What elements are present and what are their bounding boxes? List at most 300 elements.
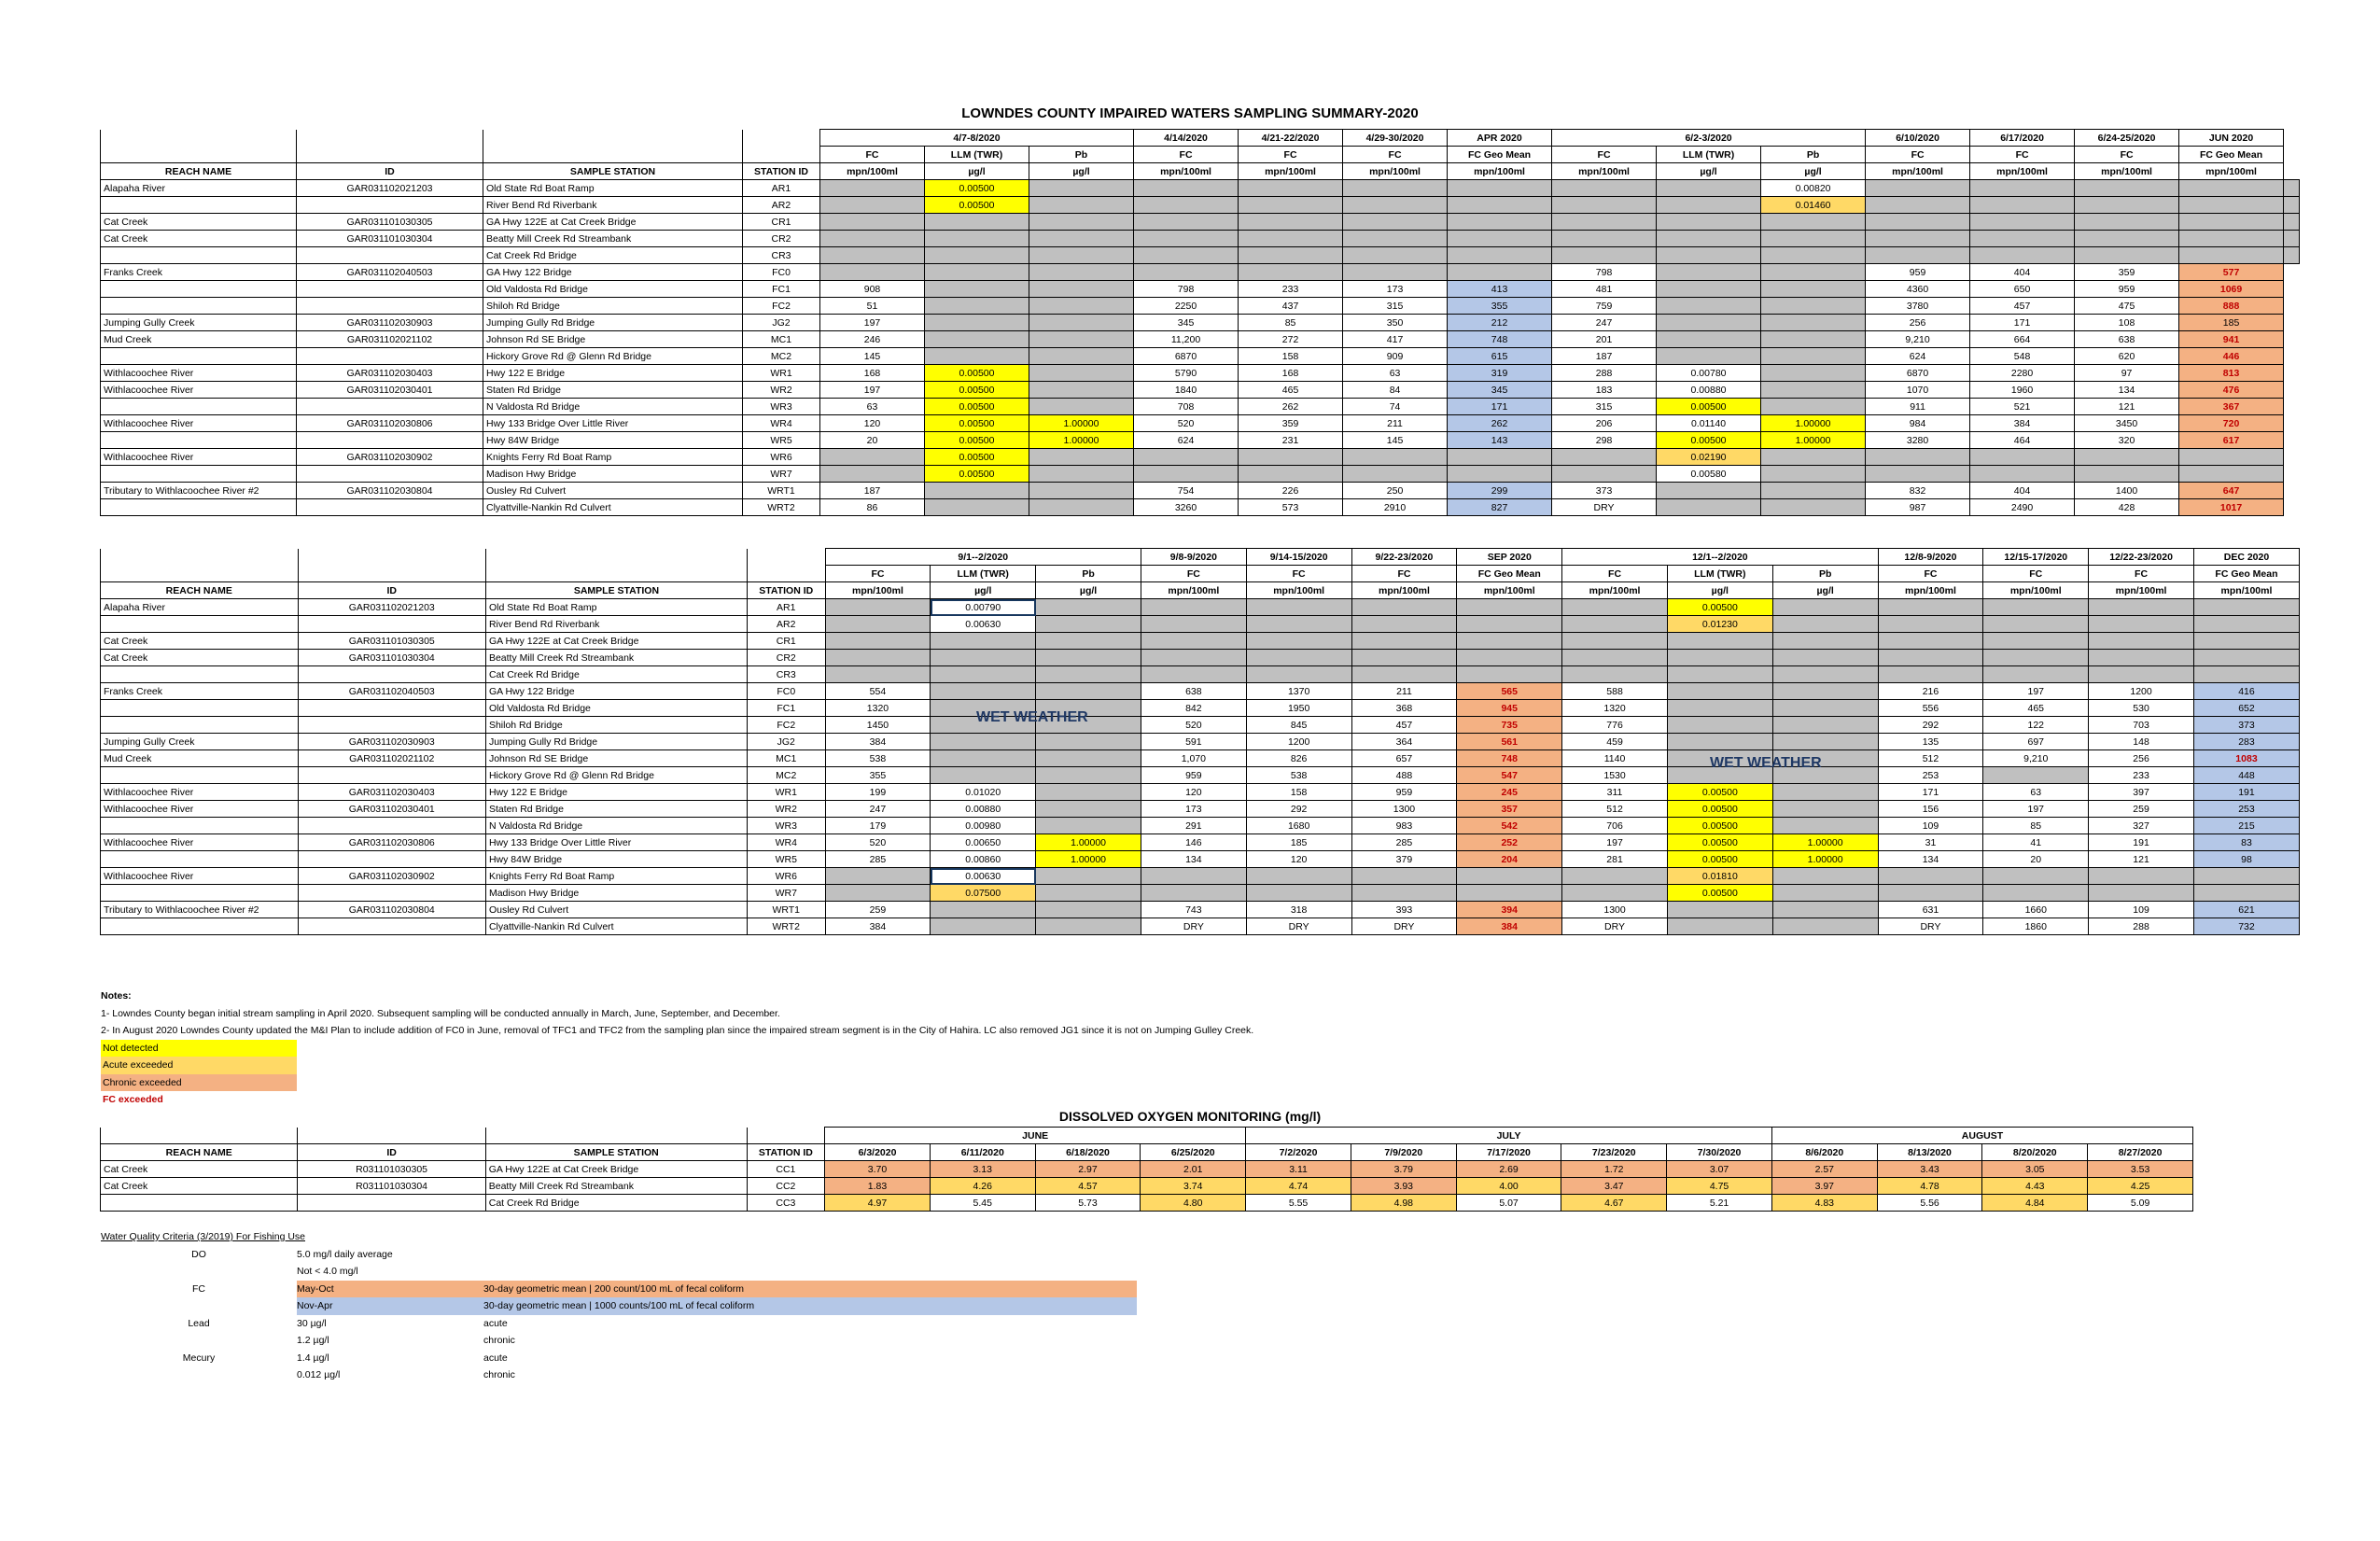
data-cell: 197	[1983, 801, 2089, 818]
data-cell: 0.00500	[1667, 885, 1772, 902]
data-cell: 909	[1343, 348, 1448, 365]
data-cell: 31	[1878, 834, 1983, 851]
sample-station: GA Hwy 122E at Cat Creek Bridge	[485, 633, 747, 650]
data-cell	[820, 197, 925, 214]
data-cell	[2075, 214, 2179, 231]
reach-id	[298, 818, 485, 834]
data-cell	[2179, 466, 2284, 483]
unit-header: mpn/100ml	[1246, 582, 1351, 599]
date-header: 9/14-15/2020	[1246, 549, 1351, 566]
criteria-description: chronic	[483, 1335, 515, 1346]
data-cell	[1448, 466, 1552, 483]
data-cell	[1667, 918, 1772, 935]
data-cell: 63	[1983, 784, 2089, 801]
data-cell: 481	[1552, 281, 1657, 298]
data-cell	[1448, 449, 1552, 466]
data-cell: 393	[1351, 902, 1457, 918]
data-cell	[1457, 885, 1562, 902]
data-cell: 0.02190	[1657, 449, 1761, 466]
data-cell	[925, 331, 1029, 348]
station-id: WR5	[747, 851, 825, 868]
data-cell: 3780	[1866, 298, 1970, 315]
data-cell	[925, 214, 1029, 231]
parameter-header: FC	[2089, 566, 2194, 582]
table-row	[101, 818, 2300, 834]
do-value: 5.21	[1667, 1195, 1772, 1212]
station-id: WR1	[743, 365, 820, 382]
column-header: ID	[297, 163, 483, 180]
parameter-header: Pb	[1772, 566, 1878, 582]
data-cell	[1029, 348, 1134, 365]
parameter-header: FC	[825, 566, 931, 582]
data-cell: 538	[825, 750, 931, 767]
data-cell	[1036, 784, 1141, 801]
reach-id	[298, 700, 485, 717]
reach-id	[297, 432, 483, 449]
table-row	[101, 197, 2300, 214]
station-id: WR5	[743, 432, 820, 449]
data-cell: 252	[1457, 834, 1562, 851]
data-cell: 98	[2193, 851, 2299, 868]
data-cell	[1134, 247, 1239, 264]
station-id: MC2	[743, 348, 820, 365]
data-cell	[1036, 734, 1141, 750]
reach-id	[298, 717, 485, 734]
data-cell: 664	[1970, 331, 2075, 348]
reach-name: Withlacoochee River	[101, 365, 297, 382]
data-cell: 908	[820, 281, 925, 298]
reach-name	[101, 851, 299, 868]
sample-station: Hwy 122 E Bridge	[483, 365, 743, 382]
reach-name: Cat Creek	[101, 214, 297, 231]
reach-id	[297, 281, 483, 298]
data-cell	[1562, 868, 1668, 885]
table-row	[101, 214, 2300, 231]
criteria-row	[101, 1332, 1137, 1350]
parameter-header: FC	[1134, 147, 1239, 163]
data-cell	[1983, 616, 2089, 633]
data-cell: 512	[1562, 801, 1668, 818]
data-cell: 197	[820, 315, 925, 331]
data-cell: 0.00630	[931, 616, 1036, 633]
data-cell	[1761, 214, 1866, 231]
parameter-header-row	[101, 147, 2300, 163]
legend-acute-exceeded: Acute exceeded	[101, 1057, 297, 1074]
data-cell	[2089, 868, 2194, 885]
sample-station: Jumping Gully Rd Bridge	[483, 315, 743, 331]
station-id: WR2	[747, 801, 825, 818]
data-cell: 1300	[1351, 801, 1457, 818]
parameter-header: LLM (TWR)	[1657, 147, 1761, 163]
data-cell	[2284, 247, 2300, 264]
data-cell: 561	[1457, 734, 1562, 750]
legend-chronic-exceeded: Chronic exceeded	[101, 1074, 297, 1092]
station-id: CR1	[743, 214, 820, 231]
data-cell: 197	[1983, 683, 2089, 700]
data-cell	[1657, 499, 1761, 516]
reach-id: GAR031101030304	[297, 231, 483, 247]
date-header: 9/22-23/2020	[1351, 549, 1457, 566]
reach-id: GAR031102030806	[298, 834, 485, 851]
unit-header: mpn/100ml	[1351, 582, 1457, 599]
data-cell: 288	[1552, 365, 1657, 382]
data-cell: 1450	[825, 717, 931, 734]
column-header: REACH NAME	[101, 582, 299, 599]
data-cell: 1.00000	[1772, 851, 1878, 868]
data-cell	[2193, 650, 2299, 666]
data-cell: 364	[1351, 734, 1457, 750]
unit-header: mpn/100ml	[2193, 582, 2299, 599]
header-spacer	[101, 1128, 298, 1144]
criteria-description: chronic	[483, 1369, 515, 1380]
data-cell: 185	[2179, 315, 2284, 331]
date-header: 6/3/2020	[825, 1144, 931, 1161]
data-cell	[825, 599, 931, 616]
unit-header: mpn/100ml	[1983, 582, 2089, 599]
data-cell: 288	[2089, 918, 2194, 935]
header-spacer	[298, 549, 485, 566]
data-cell: 488	[1351, 767, 1457, 784]
column-header: STATION ID	[747, 1144, 825, 1161]
parameter-header: FC	[1878, 566, 1983, 582]
data-cell	[1457, 633, 1562, 650]
station-id: WRT1	[743, 483, 820, 499]
sampling-table-sep-dec	[100, 548, 2300, 935]
data-cell: 547	[1457, 767, 1562, 784]
data-cell: 638	[2075, 331, 2179, 348]
data-cell	[1246, 616, 1351, 633]
table-row	[101, 902, 2300, 918]
data-cell: 1,070	[1141, 750, 1246, 767]
data-cell: 173	[1141, 801, 1246, 818]
date-header: APR 2020	[1448, 130, 1552, 147]
parameter-header: FC	[820, 147, 925, 163]
data-cell: 0.01460	[1761, 197, 1866, 214]
reach-name	[101, 616, 299, 633]
data-cell	[1761, 382, 1866, 399]
data-cell: 171	[1970, 315, 2075, 331]
data-cell: 1083	[2193, 750, 2299, 767]
date-header: 8/13/2020	[1877, 1144, 1982, 1161]
data-cell: 457	[1970, 298, 2075, 315]
do-monitoring-table	[100, 1127, 2193, 1212]
data-cell	[1866, 231, 1970, 247]
data-cell: 63	[1343, 365, 1448, 382]
data-cell: 253	[2193, 801, 2299, 818]
data-cell	[1657, 264, 1761, 281]
data-cell: 134	[1878, 851, 1983, 868]
date-header-row	[101, 130, 2300, 147]
station-id: WRT2	[743, 499, 820, 516]
data-cell	[1343, 449, 1448, 466]
reach-id: GAR031102021203	[298, 599, 485, 616]
data-cell: 475	[2075, 298, 2179, 315]
data-cell: 1300	[1562, 902, 1668, 918]
data-cell	[1351, 616, 1457, 633]
data-cell	[1562, 650, 1668, 666]
sample-station: Hwy 84W Bridge	[483, 432, 743, 449]
data-cell	[925, 264, 1029, 281]
header-spacer	[298, 566, 485, 582]
sample-station: Shiloh Rd Bridge	[485, 717, 747, 734]
reach-name	[101, 298, 297, 315]
data-cell	[1343, 247, 1448, 264]
data-cell: 11,200	[1134, 331, 1239, 348]
do-value: 4.74	[1246, 1178, 1351, 1195]
table-row	[101, 331, 2300, 348]
header-spacer	[747, 566, 825, 582]
date-header: 7/23/2020	[1561, 1144, 1667, 1161]
data-cell: 1840	[1134, 382, 1239, 399]
data-cell	[1239, 247, 1343, 264]
criteria-description: 30-day geometric mean | 200 count/100 mL of fecal coliform	[483, 1281, 1137, 1298]
data-cell	[931, 767, 1036, 784]
do-value: 3.07	[1667, 1161, 1772, 1178]
data-cell	[1761, 348, 1866, 365]
data-cell: 262	[1239, 399, 1343, 415]
reach-name: Withlacoochee River	[101, 784, 299, 801]
header-spacer	[485, 1128, 747, 1144]
column-header: SAMPLE STATION	[485, 1144, 747, 1161]
station-id: WRT1	[747, 902, 825, 918]
data-cell: 397	[2089, 784, 2194, 801]
station-id: FC1	[743, 281, 820, 298]
data-cell	[1448, 214, 1552, 231]
data-cell	[1866, 214, 1970, 231]
data-cell	[2284, 180, 2300, 197]
data-cell	[1562, 666, 1668, 683]
data-cell	[1667, 633, 1772, 650]
table-row	[101, 281, 2300, 298]
parameter-header: FC	[1552, 147, 1657, 163]
data-cell: 0.00630	[931, 868, 1036, 885]
table-row	[101, 666, 2300, 683]
data-cell: 291	[1141, 818, 1246, 834]
reach-name: Tributary to Withlacoochee River #2	[101, 483, 297, 499]
do-value: 4.26	[930, 1178, 1035, 1195]
parameter-header: FC	[1970, 147, 2075, 163]
station-id: WR4	[743, 415, 820, 432]
notes-heading: Notes:	[101, 990, 132, 1002]
data-cell	[2284, 214, 2300, 231]
data-cell: 708	[1134, 399, 1239, 415]
data-cell: 281	[1562, 851, 1668, 868]
data-cell	[1351, 633, 1457, 650]
reach-name: Alapaha River	[101, 599, 299, 616]
station-id: WR1	[747, 784, 825, 801]
table-row	[101, 633, 2300, 650]
unit-header: µg/l	[1657, 163, 1761, 180]
data-cell: 211	[1343, 415, 1448, 432]
criteria-row	[101, 1350, 1137, 1367]
data-cell	[1667, 666, 1772, 683]
data-cell: 621	[2193, 902, 2299, 918]
station-id: CR2	[743, 231, 820, 247]
do-value: 1.83	[825, 1178, 931, 1195]
reach-name: Cat Creek	[101, 1161, 298, 1178]
do-value: 3.47	[1561, 1178, 1667, 1195]
sample-station: Knights Ferry Rd Boat Ramp	[485, 868, 747, 885]
data-cell: 1070	[1866, 382, 1970, 399]
sample-station: Knights Ferry Rd Boat Ramp	[483, 449, 743, 466]
sample-station: Old State Rd Boat Ramp	[485, 599, 747, 616]
reach-id	[298, 767, 485, 784]
data-cell: DRY	[1552, 499, 1657, 516]
parameter-header: FC	[1562, 566, 1668, 582]
data-cell	[1029, 315, 1134, 331]
reach-name: Tributary to Withlacoochee River #2	[101, 902, 299, 918]
station-id: AR2	[743, 197, 820, 214]
data-cell	[1351, 868, 1457, 885]
table-row	[101, 247, 2300, 264]
data-cell	[1866, 197, 1970, 214]
sample-station: Johnson Rd SE Bridge	[485, 750, 747, 767]
data-cell: 1680	[1246, 818, 1351, 834]
column-header: SAMPLE STATION	[483, 163, 743, 180]
data-cell: 748	[1457, 750, 1562, 767]
data-cell	[1239, 197, 1343, 214]
data-cell: 845	[1246, 717, 1351, 734]
date-header-row	[101, 549, 2300, 566]
data-cell	[1029, 214, 1134, 231]
data-cell: 1860	[1983, 918, 2089, 935]
date-header: 6/11/2020	[930, 1144, 1035, 1161]
data-cell	[1029, 247, 1134, 264]
data-cell: 959	[1351, 784, 1457, 801]
data-cell: 187	[1552, 348, 1657, 365]
data-cell	[1036, 683, 1141, 700]
date-header: 4/14/2020	[1134, 130, 1239, 147]
data-cell: 256	[2089, 750, 2194, 767]
do-value: 4.00	[1456, 1178, 1561, 1195]
data-cell: 556	[1878, 700, 1983, 717]
data-cell	[1134, 449, 1239, 466]
reach-id	[297, 399, 483, 415]
data-cell	[1029, 382, 1134, 399]
sample-station: Hwy 133 Bridge Over Little River	[485, 834, 747, 851]
column-header: ID	[298, 582, 485, 599]
data-cell	[1970, 197, 2075, 214]
do-value: 3.97	[1771, 1178, 1877, 1195]
data-cell: 1069	[2179, 281, 2284, 298]
data-cell	[1343, 180, 1448, 197]
data-cell	[1772, 616, 1878, 633]
data-cell: 650	[1970, 281, 2075, 298]
data-cell	[1657, 298, 1761, 315]
reach-id: GAR031101030305	[298, 633, 485, 650]
reach-id	[298, 616, 485, 633]
data-cell	[1036, 801, 1141, 818]
do-value: 3.79	[1351, 1161, 1456, 1178]
reach-id: GAR031102030401	[297, 382, 483, 399]
criteria-description: acute	[483, 1352, 508, 1364]
notes-section	[101, 988, 1253, 1109]
data-cell	[1970, 247, 2075, 264]
data-cell	[2089, 885, 2194, 902]
data-cell: 652	[2193, 700, 2299, 717]
reach-name: Cat Creek	[101, 633, 299, 650]
table-row	[101, 885, 2300, 902]
reach-name: Alapaha River	[101, 180, 297, 197]
data-cell	[2089, 650, 2194, 666]
criteria-parameter	[101, 1332, 297, 1350]
column-header: STATION ID	[743, 163, 820, 180]
data-cell	[2089, 599, 2194, 616]
data-cell: 253	[1878, 767, 1983, 784]
table-row	[101, 432, 2300, 449]
data-cell	[1761, 247, 1866, 264]
criteria-parameter: FC	[192, 1282, 205, 1295]
sample-station: Hickory Grove Rd @ Glenn Rd Bridge	[485, 767, 747, 784]
data-cell	[1029, 231, 1134, 247]
data-cell: 1.00000	[1761, 415, 1866, 432]
data-cell: 404	[1970, 483, 2075, 499]
sample-station: Hwy 133 Bridge Over Little River	[483, 415, 743, 432]
data-cell: 754	[1134, 483, 1239, 499]
note-2: 2- In August 2020 Lowndes County updated the M&I Plan to include addition of FC0 in June, removal of TFC1 and TFC2 from the sampling plan since the impaired stream segment is in the City of Hahira. LC also removed JG1 since it is not on Jumping Gulley Creek.	[101, 1025, 1254, 1036]
reach-id: GAR031102021102	[298, 750, 485, 767]
data-cell	[2075, 180, 2179, 197]
data-cell: 245	[1457, 784, 1562, 801]
data-cell: 120	[820, 415, 925, 432]
data-cell	[1134, 264, 1239, 281]
data-cell	[1866, 466, 1970, 483]
data-cell	[1134, 231, 1239, 247]
data-cell: 638	[1141, 683, 1246, 700]
month-header: AUGUST	[1771, 1128, 2192, 1144]
data-cell: 0.00500	[1657, 432, 1761, 449]
data-cell: 259	[2089, 801, 2194, 818]
sample-station: Cat Creek Rd Bridge	[485, 1195, 747, 1212]
station-id: CC2	[747, 1178, 825, 1195]
data-cell: 624	[1134, 432, 1239, 449]
data-cell: 530	[2089, 700, 2194, 717]
data-cell: 373	[2193, 717, 2299, 734]
data-cell	[1457, 666, 1562, 683]
do-value: 3.93	[1351, 1178, 1456, 1195]
date-header: 6/17/2020	[1970, 130, 2075, 147]
data-cell: 615	[1448, 348, 1552, 365]
table-row	[101, 599, 2300, 616]
data-cell: 2910	[1343, 499, 1448, 516]
data-cell: 171	[1878, 784, 1983, 801]
reach-id: GAR031102030804	[298, 902, 485, 918]
reach-name	[101, 399, 297, 415]
data-cell: 187	[820, 483, 925, 499]
data-cell: 697	[1983, 734, 2089, 750]
data-cell	[925, 483, 1029, 499]
data-cell: 145	[1343, 432, 1448, 449]
data-cell: 158	[1239, 348, 1343, 365]
parameter-header: LLM (TWR)	[1667, 566, 1772, 582]
data-cell: 250	[1343, 483, 1448, 499]
data-cell: 201	[1552, 331, 1657, 348]
station-id: JG2	[747, 734, 825, 750]
data-cell	[2179, 214, 2284, 231]
parameter-header: FC	[2075, 147, 2179, 163]
data-cell	[1239, 449, 1343, 466]
sample-station: Beatty Mill Creek Rd Streambank	[483, 231, 743, 247]
sample-station: Beatty Mill Creek Rd Streambank	[485, 650, 747, 666]
sample-station: Old Valdosta Rd Bridge	[485, 700, 747, 717]
sample-station: Jumping Gully Rd Bridge	[485, 734, 747, 750]
data-cell	[825, 885, 931, 902]
data-cell	[1878, 599, 1983, 616]
data-cell	[1246, 650, 1351, 666]
data-cell: 959	[1866, 264, 1970, 281]
data-cell: 798	[1552, 264, 1657, 281]
data-cell: 3450	[2075, 415, 2179, 432]
